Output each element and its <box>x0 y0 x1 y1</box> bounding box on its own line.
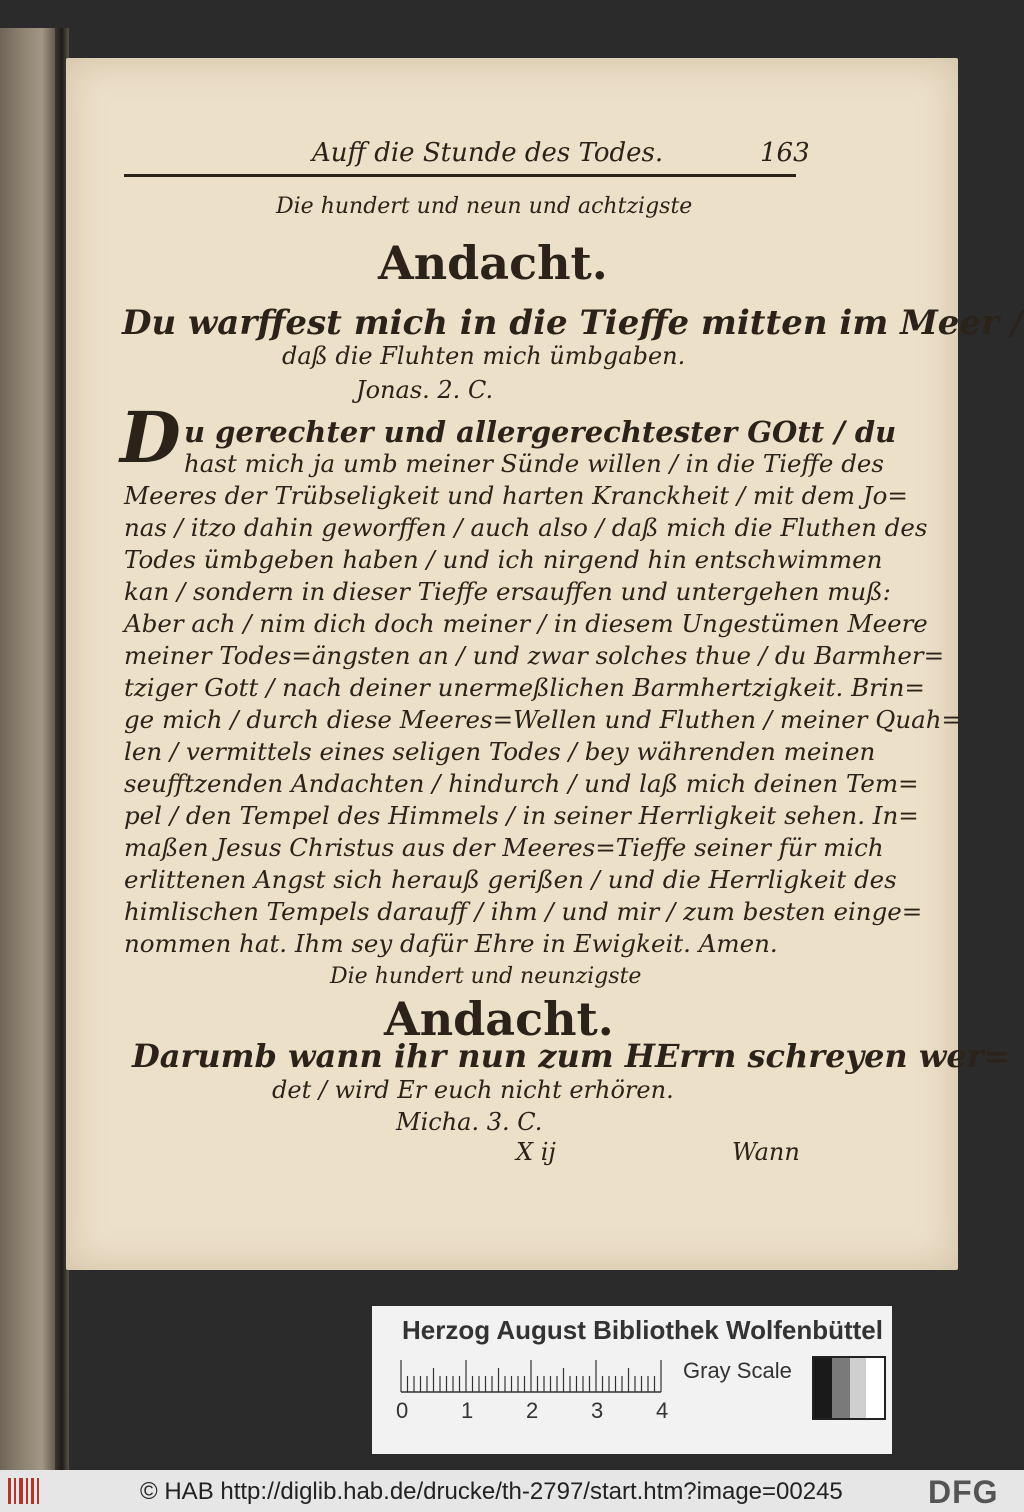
body-line: erlittenen Angst sich herauß gerißen / und die Herrligkeit des <box>124 865 897 894</box>
body-line: pel / den Tempel des Himmels / in seiner Herrligkeit sehen. In= <box>124 801 919 830</box>
body-line: tziger Gott / nach deiner unermeßlichen Barmhertzigkeit. Brin= <box>124 673 925 702</box>
scale-number: 1 <box>461 1398 474 1423</box>
body-line: himlischen Tempels darauff / ihm / und mir / zum besten einge= <box>124 897 923 926</box>
running-head: Auff die Stunde des Todes. <box>312 138 664 168</box>
section2-citation: Micha. 3. C. <box>396 1108 543 1136</box>
body-line: kan / sondern in dieser Tieffe ersauffen und untergehen muß: <box>124 577 891 606</box>
body-line: nas / itzo dahin geworffen / auch also / daß mich die Fluthen des <box>124 513 928 542</box>
copyright-link[interactable]: © HAB http://diglib.hab.de/drucke/th-2797/start.htm?image=00245 <box>140 1478 843 1505</box>
drop-cap: D <box>120 396 181 479</box>
institution-name: Herzog August Bibliothek Wolfenbüttel <box>402 1315 883 1345</box>
dfg-logo: DFG <box>928 1474 999 1510</box>
body-line: Aber ach / nim dich doch meiner / in diesem Ungestümen Meere <box>124 609 928 638</box>
gray-scale-label: Gray Scale <box>683 1358 792 1383</box>
gray-swatch <box>832 1358 850 1418</box>
section1-verse-line1: Du warffest mich in die Tieffe mitten im Meer / <box>122 303 1024 343</box>
section2-title: Andacht. <box>384 992 614 1046</box>
page-number: 163 <box>760 138 810 168</box>
section2-ordinal: Die hundert und neunzigste <box>330 964 642 989</box>
body-line: Meeres der Trübseligkeit und harten Kranckheit / mit dem Jo= <box>124 481 908 510</box>
black-swatch <box>814 1358 832 1418</box>
section1-ordinal: Die hundert und neun und achtzigste <box>276 194 693 219</box>
body-line: maßen Jesus Christus aus der Meeres=Tieffe seiner für mich <box>124 833 884 862</box>
body-line: Todes ümbgeben haben / und ich nirgend hin entschwimmen <box>124 545 883 574</box>
body-line: len / vermittels eines seligen Todes / bey währenden meinen <box>124 737 876 766</box>
body-line: meiner Todes=ängsten an / und zwar solches thue / du Barmher= <box>124 641 945 670</box>
white-swatch <box>866 1358 884 1418</box>
scale-number: 4 <box>656 1398 669 1423</box>
catchword: Wann <box>732 1138 800 1166</box>
section2-verse-line2: det / wird Er euch nicht erhören. <box>272 1076 674 1104</box>
section1-citation: Jonas. 2. C. <box>356 376 494 404</box>
gray-swatches <box>812 1356 886 1420</box>
hab-barcode-icon <box>8 1476 44 1506</box>
body-line: seufftzenden Andachten / hindurch / und laß mich deinen Tem= <box>124 769 919 798</box>
scale-number: 0 <box>396 1398 409 1423</box>
section1-title: Andacht. <box>378 236 608 290</box>
signature-mark: X ij <box>516 1138 556 1166</box>
ruler-scale <box>396 1352 676 1396</box>
section1-verse-line2: daß die Fluhten mich ümbgaben. <box>282 342 686 370</box>
scale-number: 2 <box>526 1398 539 1423</box>
scale-number: 3 <box>591 1398 604 1423</box>
header-rule <box>124 174 796 177</box>
light-swatch <box>850 1358 866 1418</box>
body-line: nommen hat. Ihm sey dafür Ehre in Ewigkeit. Amen. <box>124 929 778 958</box>
section2-verse-line1: Darumb wann ihr nun zum HErrn schreyen wer= <box>132 1037 1011 1075</box>
body-line: u gerechter und allergerechtester GOtt / du <box>184 415 897 449</box>
facing-page-edge <box>0 28 60 1470</box>
body-line: hast mich ja umb meiner Sünde willen / in die Tieffe des <box>184 449 884 478</box>
body-line: ge mich / durch diese Meeres=Wellen und Fluthen / meiner Quah= <box>124 705 963 734</box>
